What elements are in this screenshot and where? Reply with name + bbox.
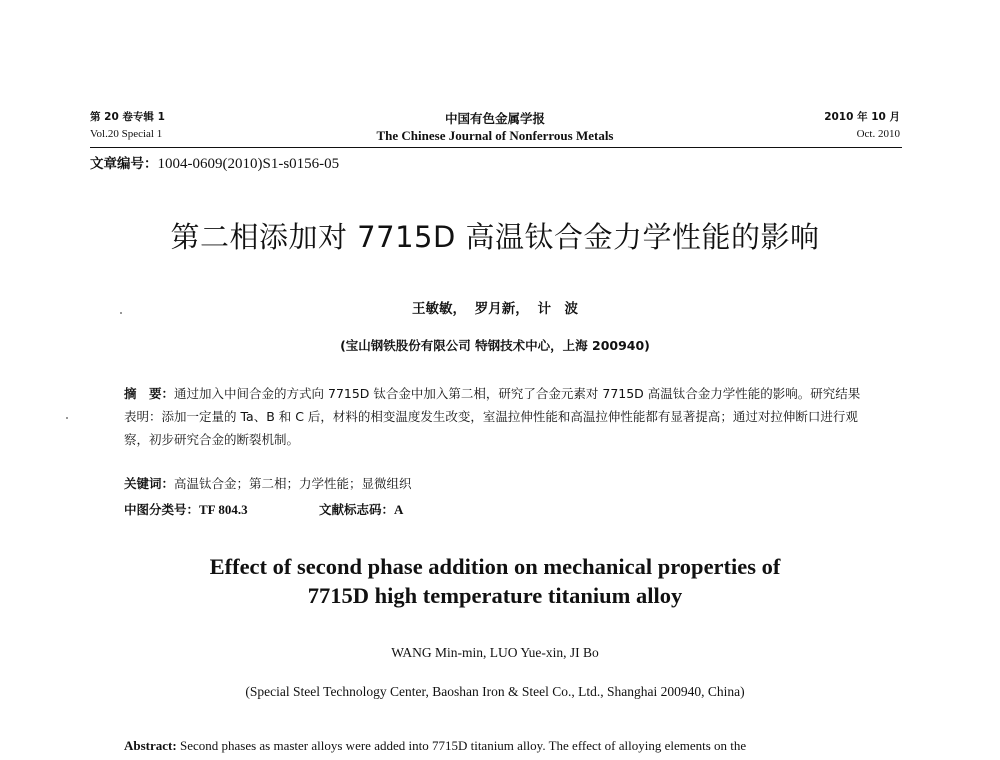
abstract-cn (124, 382, 868, 451)
article-number-value: 1004-0609(2010)S1-s0156-05 (157, 156, 340, 172)
article-number-label: 文章编号： (90, 156, 158, 172)
title-en-line-2: 7715D high temperature titanium alloy (307, 583, 683, 608)
abstract-en (124, 738, 884, 754)
abstract-en-label: Abstract: (124, 738, 177, 753)
scan-speck (66, 417, 68, 419)
header-rule (90, 147, 902, 148)
abstract-en-text: Second phases as master alloys were added into 7715D titanium alloy. The effect of alloying elements on the (176, 738, 747, 753)
article-number (90, 152, 339, 173)
title-cn: 第二相添加对 7715D 高温钛合金力学性能的影响 (170, 220, 820, 254)
keywords-cn (124, 474, 412, 492)
journal-header-en (90, 128, 900, 146)
doc-code-value: A (394, 502, 404, 517)
clc-value: TF 804.3 (199, 502, 248, 517)
doc-code-label: 文献标志码： (319, 502, 395, 517)
classification-line (124, 500, 403, 518)
authors-en: WANG Min-min, LUO Yue-xin, JI Bo (391, 645, 599, 660)
journal-name-en: The Chinese Journal of Nonferrous Metals (376, 128, 614, 143)
scan-speck (120, 312, 122, 314)
affiliation-en: (Special Steel Technology Center, Baoshan Iron & Steel Co., Ltd., Shanghai 200940, China) (245, 684, 745, 699)
abstract-cn-label: 摘 要： (124, 386, 175, 401)
journal-name-cn: 中国有色金属学报 (444, 111, 545, 126)
title-en-line-1: Effect of second phase addition on mechanical properties of (209, 554, 781, 579)
abstract-cn-text: 通过加入中间合金的方式向 7715D 钛合金中加入第二相，研究了合金元素对 7715D 高温钛合金力学性能的影响。研究结果表明：添加一定量的 Ta、B 和 C 后，材料的相变温度发生改变，室温拉伸性能和高温拉伸性能都有显著提高；通过对拉伸断口进行观察，初步研究合金的断裂机制。 (124, 386, 861, 447)
date-en: Oct. 2010 (856, 128, 900, 140)
issue-en: Vol.20 Special 1 (90, 128, 163, 140)
keywords-cn-label: 关键词： (124, 476, 175, 491)
date-cn: 2010 年 10 月 (824, 111, 900, 123)
authors-cn: 王敏敏， 罗月新， 计 波 (412, 301, 578, 317)
issue-cn: 第 20 卷专辑 1 (90, 111, 165, 123)
journal-header-cn (90, 109, 900, 127)
title-en (90, 552, 900, 610)
clc-label: 中图分类号： (124, 502, 200, 517)
keywords-cn-text: 高温钛合金；第二相；力学性能；显微组织 (174, 476, 412, 491)
affiliation-cn: (宝山钢铁股份有限公司 特钢技术中心，上海 200940) (340, 338, 650, 353)
